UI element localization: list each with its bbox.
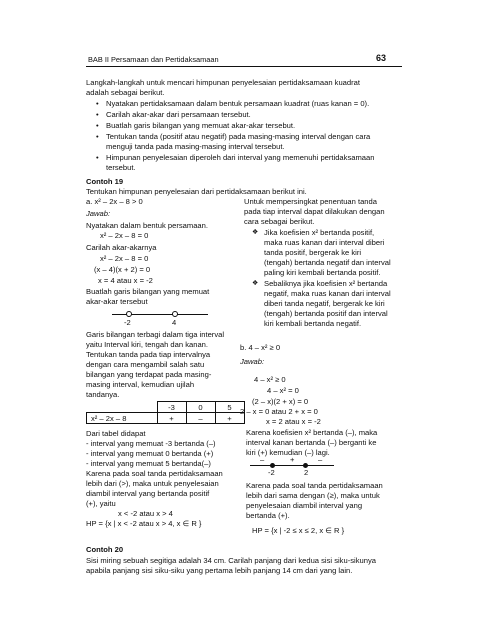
table-cell: 5	[215, 402, 244, 413]
table-cell: –	[186, 413, 215, 424]
table-row	[87, 402, 245, 413]
table-row	[87, 413, 245, 424]
bullet-icon: •	[96, 110, 99, 119]
tip-1-line-5: paling kiri kembali bertanda positif.	[264, 268, 381, 277]
contoh19-title: Contoh 19	[86, 177, 124, 186]
intro-bullet-4-cont: menguji tanda pada masing-masing interval tersebut.	[106, 142, 285, 151]
contoh19-jawab-b: Jawab:	[240, 357, 265, 366]
bullet-icon: •	[96, 99, 99, 108]
table-cell	[87, 402, 158, 413]
table-cell: +	[157, 413, 186, 424]
right-line-3: cara sebagai berikut.	[244, 217, 315, 226]
intro-bullet-4: • Tentukan tanda (positif atau negatif) pada masing-masing interval dengan cara	[96, 132, 371, 141]
numline-a-label-2: 4	[172, 318, 177, 327]
right3-line-3: penyelesaian diambil interval yang	[246, 501, 363, 510]
intro-bullet-5-cont: tersebut.	[106, 163, 136, 172]
left-line-7: Buatlah garis bilangan yang memuat	[86, 287, 210, 296]
right3-line-1: Karena pada soal tanda pertidaksamaan	[246, 481, 383, 490]
tip-2-line-1: ❖ Sebaliknya jika koefisien x² bertanda	[252, 279, 388, 288]
left-line-8: akar-akar tersebut	[86, 297, 148, 306]
right2-line-7: interval kanan bertanda (–) berganti ke	[246, 438, 377, 447]
sign-b-middle: +	[290, 455, 295, 464]
left3-line-1: Dari tabel didapat	[86, 429, 146, 438]
left2-line-1: Garis bilangan terbagi dalam tiga interval	[86, 330, 225, 339]
bullet-icon: •	[96, 121, 99, 130]
contoh19-jawab-a: Jawab:	[86, 209, 111, 218]
right2-line-5: x = 2 atau x = -2	[266, 417, 321, 426]
left2-line-3: Tentukan tanda pada tiap intervalnya	[86, 350, 211, 359]
left3-line-5: Karena pada soal tanda pertidaksamaan	[86, 469, 223, 478]
left-line-4: x² – 2x – 8 = 0	[100, 254, 149, 263]
left3-line-8: (+), yaitu	[86, 499, 116, 508]
diamond-bullet-icon: ❖	[252, 280, 259, 287]
tip-1-line-2: maka ruas kanan dari interval diberi	[264, 238, 385, 247]
left-line-1: Nyatakan dalam bentuk persamaan.	[86, 221, 208, 230]
left3-line-3: - interval yang memuat 0 bertanda (+)	[86, 449, 214, 458]
left-line-5: (x – 4)(x + 2) = 0	[94, 265, 151, 274]
root-marker-neg2	[126, 311, 132, 317]
tip-2-line-5: kiri kembali bertanda negatif.	[264, 319, 362, 328]
tip-1-line-3: tanda positif, bergerak ke kiri	[264, 248, 362, 257]
contoh19-part-b: b. 4 – x² ≥ 0	[240, 343, 281, 352]
sign-table	[86, 401, 245, 424]
table-cell: x² – 2x – 8	[87, 413, 158, 424]
header-rule	[86, 66, 402, 67]
contoh20-line-1: Sisi miring sebuah segitiga adalah 34 cm. Carilah panjang dari kedua sisi siku-sikunya	[86, 556, 376, 565]
tip-2-line-2: negatif, maka ruas kanan dari interval	[264, 289, 391, 298]
right-line-1: Untuk mempersingkat penentuan tanda	[244, 197, 377, 206]
left3-line-2: - interval yang memuat -3 bertanda (–)	[86, 439, 216, 448]
right2-line-3: (2 – x)(2 + x) = 0	[252, 397, 309, 406]
right2-line-2: 4 – x² = 0	[267, 386, 299, 395]
number-line-b	[250, 465, 334, 466]
tip-1-line-4: (tengah) bertanda negatif dan interval	[264, 258, 391, 267]
tip-1-line-1: ❖ Jika koefisien x² bertanda positif,	[252, 228, 375, 237]
intro-bullet-1: • Nyatakan pertidaksamaan dalam bentuk persamaan kuadrat (ruas kanan = 0).	[96, 99, 370, 108]
right3-line-4: bertanda (+).	[246, 511, 290, 520]
left2-line-4: dengan cara mengambil salah satu	[86, 360, 205, 369]
page-number: 63	[376, 53, 387, 63]
root-marker-4	[172, 311, 178, 317]
diamond-bullet-icon: ❖	[252, 229, 259, 236]
intro-bullet-5: • Himpunan penyelesaian diperoleh dari interval yang memenuhi pertidaksamaan	[96, 153, 375, 162]
intro-bullet-2: • Carilah akar-akar dari persamaan tersebut.	[96, 110, 251, 119]
sign-b-right: –	[318, 455, 323, 464]
right2-line-4: 2 – x = 0 atau 2 + x = 0	[240, 407, 318, 416]
left2-line-7: tandanya.	[86, 390, 120, 399]
numline-a-label-1: -2	[124, 318, 131, 327]
left3-line-9: x < -2 atau x > 4	[118, 509, 173, 518]
contoh20-title: Contoh 20	[86, 545, 124, 554]
tip-2-line-4: (tengah) bertanda positif dan interval	[264, 309, 388, 318]
left2-line-6: masing interval, kemudian ujilah	[86, 380, 195, 389]
left-line-6: x = 4 atau x = -2	[98, 276, 153, 285]
hp-b: HP = {x | -2 ≤ x ≤ 2, x ∈ R }	[252, 526, 345, 535]
right2-line-1: 4 – x² ≥ 0	[254, 375, 286, 384]
left3-line-6: lebih dari (>), maka untuk penyelesaian	[86, 479, 219, 488]
right2-line-8: kiri (+) kemudian (–) lagi.	[246, 448, 330, 457]
left-line-3: Carilah akar-akarnya	[86, 243, 157, 252]
left2-line-5: bilangan yang terdapat pada masing-	[86, 370, 212, 379]
intro-line-1: Langkah-langkah untuk mencari himpunan penyelesaian pertidaksamaan kuadrat	[86, 78, 360, 87]
table-cell: 0	[186, 402, 215, 413]
sign-b-left: –	[260, 455, 265, 464]
right-line-2: pada tiap interval dapat dilakukan dengan	[244, 207, 385, 216]
contoh19-prompt: Tentukan himpunan penyelesaian dari pertidaksamaan berikut ini.	[86, 187, 307, 196]
left3-line-7: diambil interval yang bertanda positif	[86, 489, 210, 498]
numline-b-label-1: -2	[268, 468, 275, 477]
bullet-icon: •	[96, 132, 99, 141]
numline-b-label-2: 2	[304, 468, 309, 477]
right2-line-6: Karena koefisien x² bertanda (–), maka	[246, 428, 378, 437]
right3-line-2: lebih dari sama dengan (≥), maka untuk	[246, 491, 380, 500]
table-cell: -3	[157, 402, 186, 413]
bullet-icon: •	[96, 153, 99, 162]
contoh19-part-a: a. x² – 2x – 8 > 0	[86, 197, 143, 206]
left3-line-10: HP = {x | x < -2 atau x > 4, x ∈ R }	[86, 519, 202, 528]
left2-line-2: yaitu Interval kiri, tengah dan kanan.	[86, 340, 208, 349]
left3-line-4: - interval yang memuat 5 bertanda(–)	[86, 459, 211, 468]
chapter-title: BAB II Persamaan dan Pertidaksamaan	[88, 55, 219, 64]
tip-2-line-3: diberi tanda negatif, bergerak ke kiri	[264, 299, 385, 308]
contoh20-line-2: apabila panjang sisi siku-siku yang pertama lebih panjang 14 cm dari yang lain.	[86, 566, 353, 575]
left-line-2: x² – 2x – 8 = 0	[100, 231, 149, 240]
intro-line-2: adalah sebagai berikut.	[86, 88, 165, 97]
table-cell: +	[215, 413, 244, 424]
intro-bullet-3: • Buatlah garis bilangan yang memuat akar-akar tersebut.	[96, 121, 296, 130]
